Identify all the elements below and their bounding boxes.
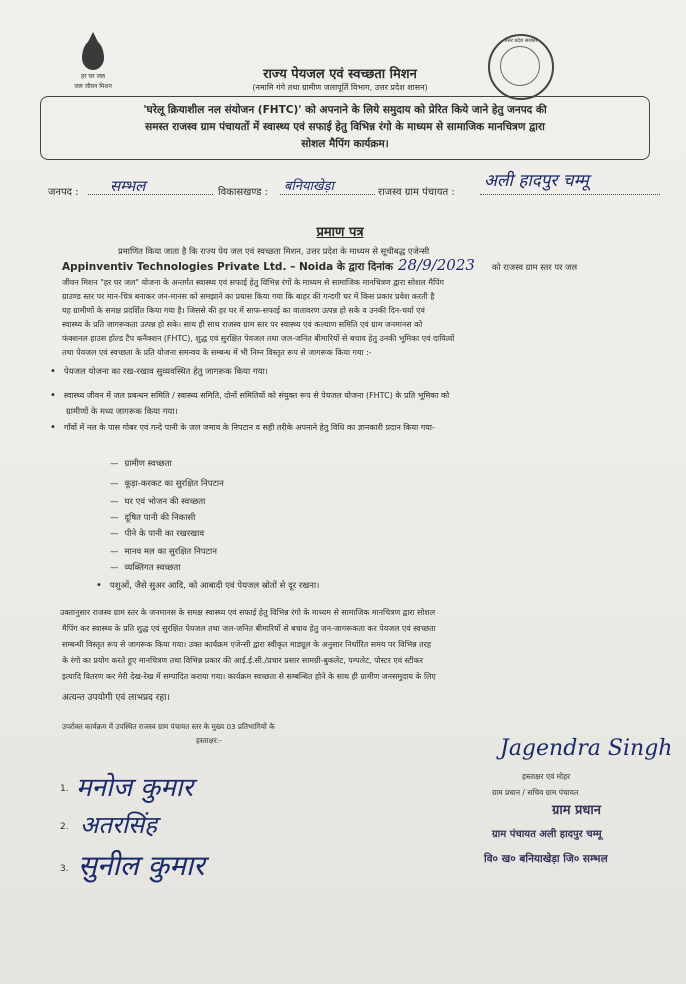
- district-label: जनपद :: [48, 187, 79, 198]
- participant-number: 2.: [60, 822, 69, 832]
- pradhan-signature: Jagendra Singh: [500, 736, 673, 761]
- para2-line-4: के रंगो का प्रयोग करते हुए मानचित्रण तथा विभिन्न प्रकार की आई.ई.सी./प्रचार प्रसार सामग्री-बुकलेट, पम्पलेट, पोस्टर एवं स्टीकर: [62, 656, 424, 665]
- para2-line-2: मैपिंग कर स्वास्थ्य के प्रति शुद्ध एवं सुरक्षित पेयजल तथा जल-जनित बीमारियों से बचाव हेतु जन-जागरूकता कर पेयजल एवं स्वच्छता: [62, 624, 436, 633]
- participants-line: उपरोक्त कार्यक्रम में उपस्थित राजस्व ग्राम पंचायत स्तर के मुख्य 03 प्रतिभागियों के: [62, 722, 275, 731]
- para1-line-1: प्रमाणित किया जाता है कि राज्य पेय जल एवं स्वच्छता मिशन, उत्तर प्रदेश के माध्यम से सूचीबद्ध एजेन्सी: [118, 246, 430, 256]
- water-drop-icon: [82, 40, 104, 70]
- bullet-item: • स्वास्थ्य जीवन में जल प्रबन्धन समिति / स्वास्थ्य समिति, दोनों समितियों को संयुक्त रूप से पेयजल योजना (FHTC) के प्रति भूमिका को: [50, 390, 449, 401]
- block-label: विकासखण्ड :: [218, 187, 269, 198]
- participant-signature: सुनील कुमार: [78, 849, 205, 882]
- signature-label: हस्ताक्षर एवं मोहर: [522, 772, 571, 781]
- village-label: राजस्व ग्राम पंचायत :: [378, 187, 455, 198]
- location-fields: [48, 171, 686, 206]
- para1-line-3: जीवन मिशन "हर घर जल" योजना के अन्तर्गत स्वास्थ्य एवं सफाई हेतु विभिन्न रंगों के माध्यम से सामाजिक मानचित्रण द्वारा सोशल मैपिंग: [62, 278, 444, 287]
- participant-number: 1.: [60, 784, 69, 794]
- banner-line-1: 'घरेलू क्रियाशील नल संयोजन (FHTC)' को अपनाने के लिये समुदाय को प्रेरित किये जाने हेतु जनपद की: [143, 104, 547, 116]
- program-banner: [40, 96, 650, 160]
- bullet-item: • पशुओं, जैसे सुअर आदि, को आबादी एवं पेयजल स्रोतों से दूर रखना।: [96, 580, 319, 591]
- para2-line-1: उक्तानुसार राजस्व ग्राम स्तर के जनमानस के समक्ष स्वास्थ्य एवं सफाई हेतु विभिन्न रंगो के माध्यम से सामाजिक मानचित्रण द्वारा सोशल: [60, 608, 436, 617]
- para2-line-3: सम्बन्धी विस्तृत रूप से जागरूक किया गया। उक्त कार्यक्रम एजेन्सी द्वारा स्वीकृत माड्यूल के अनुसार निर्धारित समय पर विभिन्न तरह: [62, 640, 432, 649]
- list-item: — घर एवं भोजन की स्वच्छता: [110, 496, 205, 507]
- district-value: सम्भल: [110, 177, 146, 195]
- bullet-item: • गाँवों में नल के पास गोबर एवं गन्दे पानी के जल जमाव के निपटान व सही तरीके अपनाने हेतु विधि का ज्ञानकारी प्रदान किया गया-: [50, 422, 435, 433]
- list-item: — पीने के पानी का रखरखाव: [110, 528, 204, 539]
- logo-text: हर घर जल: [81, 73, 105, 80]
- para1-line-5: यह ग्रामीणों के समक्ष प्रदर्शित किया गया है। जिससे की हर घर में साफ-सफाई का वातावरण उत्पन्न हो सके व उनकी दिन-चर्या एवं: [62, 306, 425, 315]
- banner-line-3: सोशल मैपिंग कार्यक्रम।: [301, 138, 389, 150]
- signatures-label: हस्ताक्षर:-: [196, 736, 222, 745]
- list-item: — कूड़ा-करकट का सुरक्षित निपटान: [110, 478, 224, 489]
- signature-role-label: ग्राम प्रधान / सचिव ग्राम पंचायत: [492, 788, 579, 797]
- har-ghar-jal-logo: [70, 40, 116, 90]
- list-item: — व्यक्तिगत स्वच्छता: [110, 562, 180, 573]
- pradhan-stamp-title: ग्राम प्रधान: [552, 803, 601, 818]
- seal-text: उत्तर प्रदेश सरकार: [504, 38, 538, 44]
- pradhan-stamp-block: वि० ख० बनियाखेड़ा जि० सम्भल: [484, 853, 608, 865]
- para1-line-4: ग्राउण्ड स्तर पर मान-चित्र बनाकर जन-मानस को समझाने का प्रयास किया गया कि बाहर की गन्दगी घर में किस प्रकार प्रवेश करती है: [62, 292, 435, 301]
- participant-signature: अतरसिंह: [80, 811, 158, 839]
- para1-line-2b: को राजस्व ग्राम स्तर पर जल: [492, 262, 578, 272]
- logo-subtext: जल जीवन मिशन: [74, 83, 112, 90]
- list-item: — ग्रामीण स्वच्छता: [110, 458, 172, 469]
- para1-line-2: Appinventiv Technologies Private Ltd. – Noida के द्वारा दिनांक: [62, 261, 393, 273]
- mission-title: राज्य पेयजल एवं स्वच्छता मिशन: [263, 67, 417, 82]
- para2-line-5: इत्यादि वितरण कर मेरी देख-रेख में सम्पादित कराया गया। कार्यक्रम स्वच्छता से सम्बन्धित होने के साथ ही ग्रामीण जनसमुदाय के लिए: [62, 672, 436, 681]
- bullet-item: • पेयजल योजना का रख-रखाव सुव्यवस्थित हेतु जागरूक किया गया।: [50, 366, 268, 377]
- certificate-heading: प्रमाण पत्र: [316, 225, 364, 240]
- list-item: — दूषित पानी की निकासी: [110, 512, 195, 523]
- village-value: अली हादपुर चम्मू: [484, 171, 589, 191]
- para2-line-6: अत्यन्त उपयोगी एवं लाभप्रद रहा।: [62, 693, 170, 703]
- mission-subtitle: (नमामि गंगे तथा ग्रामीण जलापूर्ति विभाग, उत्तर प्रदेश शासन): [252, 83, 428, 92]
- program-date: 28/9/2023: [398, 256, 475, 274]
- para1-line-6: स्वास्थ्य के प्रति जागरूकता उत्पन्न हो सके। साथ ही साथ राजस्व ग्राम स्तर पर स्वास्थ्य एवं कल्याण समिति एवं ग्राम जनमानस को: [62, 320, 423, 329]
- banner-line-2: समस्त राजस्व ग्राम पंचायतों में स्वास्थ्य एवं सफाई हेतु विभिन्न रंगो के माध्यम से सामाजिक मानचित्रण द्वारा: [145, 121, 545, 133]
- para1-line-8: तथा पेयजल एवं स्वच्छता के प्रति योजना समन्वय के सम्बन्ध में भी निम्न विस्तृत रूप से जागरूक किया गया :-: [62, 348, 372, 357]
- bullet-continuation: ग्रामीणों के मध्य जागरूक किया गया।: [66, 406, 178, 416]
- para1-line-7: फंक्शनल हाउस होल्ड टैप कनैक्शन (FHTC), शुद्ध एवं सुरक्षित पेयजल तथा जल-जनित बीमारियों से बचाव हेतु उनकी भूमिका एवं दायित्वों: [62, 334, 455, 343]
- block-value: बनियाखेड़ा: [284, 179, 334, 194]
- pradhan-stamp-village: ग्राम पंचायत अली हादपुर चम्मू: [492, 829, 602, 840]
- participant-number: 3.: [60, 864, 69, 874]
- participant-signature: मनोज कुमार: [76, 773, 194, 803]
- list-item: — मानव मल का सुरक्षित निपटान: [110, 546, 217, 557]
